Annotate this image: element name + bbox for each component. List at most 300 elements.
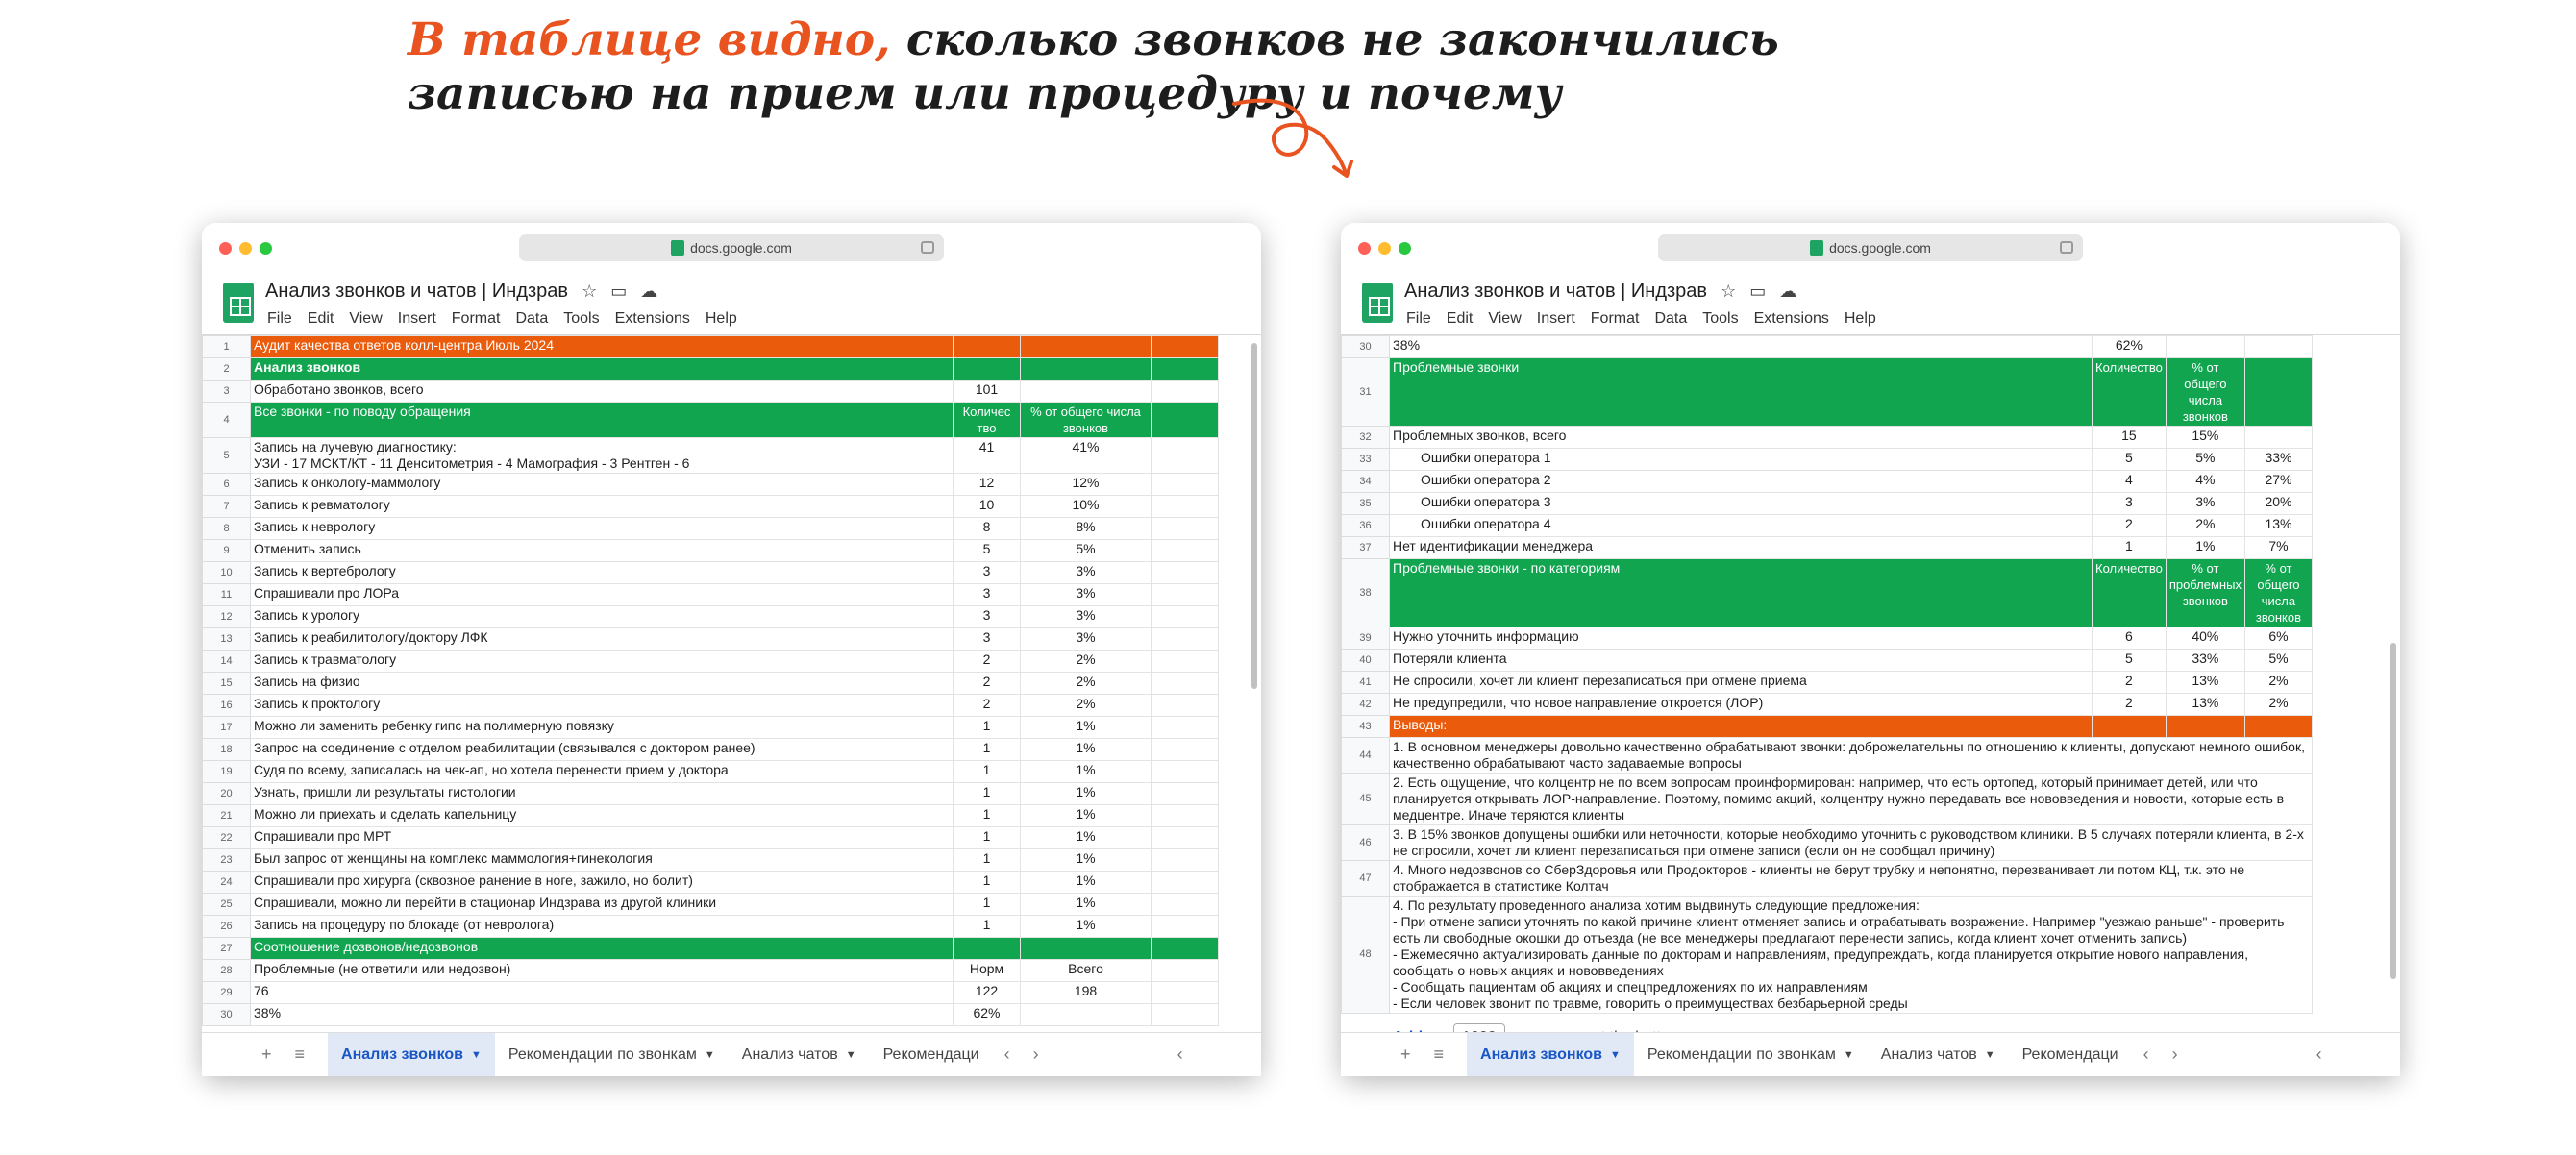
sheet-cell[interactable]: 6% (2244, 627, 2312, 650)
row-number[interactable]: 42 (1342, 694, 1390, 716)
row-number[interactable]: 26 (203, 916, 251, 938)
sheet-cell[interactable]: 1% (1021, 872, 1152, 894)
sheet-cell[interactable]: Отменить запись (251, 540, 954, 562)
sheet-cell[interactable]: Запись к травматологу (251, 651, 954, 673)
sheet-cell[interactable]: 5% (1021, 540, 1152, 562)
sheet-cell[interactable] (1021, 938, 1152, 960)
sheet-cell[interactable] (1152, 1004, 1219, 1026)
menu-data[interactable]: Data (1654, 310, 1688, 327)
tab-scroll-right-icon[interactable]: › (2171, 1044, 2178, 1064)
sheet-cell[interactable]: 3 (954, 606, 1021, 628)
sheet-cell[interactable]: Запись к неврологу (251, 518, 954, 540)
tab-analiz-chatov[interactable] (1868, 1033, 2009, 1076)
menu-view[interactable]: View (1488, 310, 1522, 327)
sheet-cell[interactable]: Проблемные (не ответили или недозвон) (251, 960, 954, 982)
menu-help[interactable]: Help (1844, 310, 1876, 327)
tab-scroll-left-icon[interactable]: ‹ (2143, 1044, 2149, 1064)
menu-format[interactable]: Format (451, 310, 501, 327)
sheet-cell[interactable]: Все звонки - по поводу обращения (251, 403, 954, 438)
row-number[interactable]: 11 (203, 584, 251, 606)
row-number[interactable]: 15 (203, 673, 251, 695)
tab-caret-icon[interactable]: ▼ (470, 1048, 482, 1061)
sheet-cell[interactable]: Запись к проктологу (251, 695, 954, 717)
move-folder-icon[interactable]: ▭ (610, 282, 628, 301)
sheet-cell[interactable] (1152, 673, 1219, 695)
zoom-icon[interactable] (260, 242, 272, 255)
sheet-cell[interactable]: 1% (1021, 717, 1152, 739)
sheet-cell[interactable]: Запись к онкологу-маммологу (251, 474, 954, 496)
window-controls[interactable] (1358, 242, 1411, 255)
menu-tools[interactable]: Tools (563, 310, 600, 327)
sheet-cell[interactable]: Узнать, пришли ли результаты гистологии (251, 783, 954, 805)
sheet-cell[interactable]: Можно ли приехать и сделать капельницу (251, 805, 954, 827)
sheet-cell[interactable] (1152, 540, 1219, 562)
sheet-cell[interactable]: 5 (954, 540, 1021, 562)
side-panel-toggle-icon[interactable]: ‹ (1177, 1044, 1183, 1064)
sheet-cell[interactable] (1152, 628, 1219, 651)
row-number[interactable]: 16 (203, 695, 251, 717)
row-number[interactable]: 41 (1342, 672, 1390, 694)
sheet-grid[interactable] (1341, 334, 2400, 1032)
sheet-cell[interactable] (954, 336, 1021, 358)
sheet-cell[interactable]: 38% (251, 1004, 954, 1026)
sheet-cell[interactable] (954, 938, 1021, 960)
row-number[interactable]: 29 (203, 982, 251, 1004)
row-number[interactable]: 2 (203, 358, 251, 381)
menu-file[interactable]: File (1406, 310, 1431, 327)
sheet-cell[interactable]: 1 (954, 739, 1021, 761)
row-number[interactable]: 43 (1342, 716, 1390, 738)
sheet-cell[interactable]: 5% (2166, 449, 2244, 471)
sheet-cell[interactable]: Проблемных звонков, всего (1390, 427, 2093, 449)
sheet-cell[interactable] (2166, 336, 2244, 358)
sheet-cell[interactable]: 13% (2166, 694, 2244, 716)
minimize-icon[interactable] (1378, 242, 1391, 255)
row-number[interactable]: 24 (203, 872, 251, 894)
add-sheet-icon[interactable]: + (261, 1044, 272, 1064)
tab-rekomendacii-po-zvonkam[interactable] (1634, 1033, 1868, 1076)
sheet-cell[interactable]: Количес тво (954, 403, 1021, 438)
cloud-status-icon[interactable]: ☁ (640, 282, 658, 301)
sheet-cell[interactable] (1152, 381, 1219, 403)
row-number[interactable]: 40 (1342, 650, 1390, 672)
sheet-cell[interactable]: 2% (2244, 694, 2312, 716)
sheet-cell[interactable]: Спрашивали, можно ли перейти в стационар Индзрава из другой клиники (251, 894, 954, 916)
sheet-cell[interactable]: 62% (954, 1004, 1021, 1026)
sheet-cell[interactable]: 1% (1021, 827, 1152, 849)
sheet-cell[interactable]: Ошибки оператора 2 (1390, 471, 2093, 493)
all-sheets-icon[interactable]: ≡ (294, 1044, 306, 1064)
sheet-grid[interactable] (202, 334, 1261, 1032)
row-number[interactable]: 34 (1342, 471, 1390, 493)
sheet-cell[interactable] (1152, 474, 1219, 496)
sheet-cell[interactable]: 3% (2166, 493, 2244, 515)
sheet-cell[interactable]: Выводы: (1390, 716, 2093, 738)
row-number[interactable]: 37 (1342, 537, 1390, 559)
cloud-status-icon[interactable]: ☁ (1779, 282, 1797, 301)
sheet-cell[interactable]: 12 (954, 474, 1021, 496)
url-bar[interactable] (519, 234, 944, 261)
sheet-cell[interactable] (1152, 783, 1219, 805)
sheet-cell[interactable]: 1 (954, 916, 1021, 938)
tab-scroll-left-icon[interactable]: ‹ (1003, 1044, 1010, 1064)
sheet-cell[interactable]: 1% (2166, 537, 2244, 559)
menu-format[interactable]: Format (1590, 310, 1640, 327)
sheet-cell[interactable] (1152, 438, 1219, 474)
sheet-cell[interactable]: 2 (954, 695, 1021, 717)
menu-edit[interactable]: Edit (307, 310, 334, 327)
row-number[interactable]: 17 (203, 717, 251, 739)
sheet-cell[interactable]: 33% (2244, 449, 2312, 471)
move-folder-icon[interactable]: ▭ (1749, 282, 1767, 301)
sheet-cell[interactable]: Не предупредили, что новое направление откроется (ЛОР) (1390, 694, 2093, 716)
sheet-cell[interactable]: 3 (954, 584, 1021, 606)
sheet-cell[interactable]: 3 (2093, 493, 2167, 515)
tab-rekomendacii[interactable] (870, 1033, 993, 1076)
sheet-cell[interactable]: Судя по всему, записалась на чек-ап, но хотела перенести прием у доктора (251, 761, 954, 783)
sheet-cell[interactable]: Анализ звонков (251, 358, 954, 381)
row-number[interactable]: 20 (203, 783, 251, 805)
sheet-cell[interactable]: 1 (954, 827, 1021, 849)
row-number[interactable]: 4 (203, 403, 251, 438)
sheet-cell[interactable]: 15 (2093, 427, 2167, 449)
sheet-cell[interactable]: 7% (2244, 537, 2312, 559)
sheet-cell[interactable] (2244, 427, 2312, 449)
sheet-cell[interactable]: 1 (954, 849, 1021, 872)
sheet-cell[interactable]: Запись на лучевую диагностику: УЗИ - 17 МСКТ/КТ - 11 Денситометрия - 4 Мамография - 3 Рентген - 6 (251, 438, 954, 474)
sheet-cell[interactable]: 2 (2093, 694, 2167, 716)
sheet-cell[interactable]: 2% (2166, 515, 2244, 537)
menu-extensions[interactable]: Extensions (614, 310, 690, 327)
sheet-cell[interactable]: 1% (1021, 894, 1152, 916)
close-icon[interactable] (219, 242, 232, 255)
sheet-cell[interactable]: 6 (2093, 627, 2167, 650)
sheet-cell[interactable]: 33% (2166, 650, 2244, 672)
row-number[interactable]: 7 (203, 496, 251, 518)
tab-caret-icon[interactable]: ▼ (1609, 1048, 1621, 1061)
row-number[interactable]: 31 (1342, 358, 1390, 427)
row-number[interactable]: 30 (203, 1004, 251, 1026)
row-number[interactable]: 38 (1342, 559, 1390, 627)
sheet-cell[interactable] (1152, 960, 1219, 982)
sheet-cell[interactable]: 1 (954, 872, 1021, 894)
sheet-cell[interactable]: 12% (1021, 474, 1152, 496)
row-number[interactable]: 45 (1342, 774, 1390, 825)
sheets-logo-icon[interactable] (1362, 283, 1393, 323)
row-number[interactable]: 10 (203, 562, 251, 584)
sheet-cell[interactable]: 3. В 15% звонков допущены ошибки или неточности, которые необходимо уточнить с руководством клиники. В 5 случаях потеряли клиента, в 2-х не спросили, хочет ли клиент перезаписаться при отмене записи (если он не сообщал причину) (1390, 825, 2313, 861)
row-number[interactable]: 19 (203, 761, 251, 783)
sheet-cell[interactable] (1152, 827, 1219, 849)
tab-analiz-chatov[interactable] (729, 1033, 870, 1076)
sheet-cell[interactable]: Не спросили, хочет ли клиент перезаписаться при отмене приема (1390, 672, 2093, 694)
row-number[interactable]: 23 (203, 849, 251, 872)
sheet-cell[interactable] (1021, 336, 1152, 358)
row-number[interactable]: 35 (1342, 493, 1390, 515)
sheet-cell[interactable]: 101 (954, 381, 1021, 403)
sheet-cell[interactable]: Потеряли клиента (1390, 650, 2093, 672)
sheet-cell[interactable]: Был запрос от женщины на комплекс маммология+гинекология (251, 849, 954, 872)
sheet-cell[interactable]: 76 (251, 982, 954, 1004)
tab-analiz-zvonkov[interactable] (1467, 1033, 1634, 1076)
sheet-cell[interactable]: 3 (954, 628, 1021, 651)
menu-insert[interactable]: Insert (397, 310, 436, 327)
sheet-cell[interactable]: 13% (2244, 515, 2312, 537)
sheet-cell[interactable]: 1 (954, 805, 1021, 827)
sheet-cell[interactable]: Ошибки оператора 1 (1390, 449, 2093, 471)
sheet-cell[interactable] (2244, 358, 2312, 427)
sheet-cell[interactable]: 2% (1021, 673, 1152, 695)
sheet-cell[interactable] (1021, 1004, 1152, 1026)
sheet-cell[interactable]: % от общего числа звонков (2166, 358, 2244, 427)
sheet-cell[interactable]: Обработано звонков, всего (251, 381, 954, 403)
sheet-cell[interactable]: 1 (2093, 537, 2167, 559)
sheet-cell[interactable]: 1% (1021, 739, 1152, 761)
sheet-cell[interactable]: 1% (1021, 761, 1152, 783)
row-number[interactable]: 21 (203, 805, 251, 827)
row-number[interactable]: 36 (1342, 515, 1390, 537)
row-number[interactable]: 3 (203, 381, 251, 403)
side-panel-toggle-icon[interactable]: ‹ (2316, 1044, 2322, 1064)
sheet-cell[interactable] (1152, 651, 1219, 673)
sheet-cell[interactable]: Запись к реабилитологу/доктору ЛФК (251, 628, 954, 651)
sheet-cell[interactable]: Спрашивали про ЛОРа (251, 584, 954, 606)
sheet-cell[interactable] (1152, 982, 1219, 1004)
sheet-cell[interactable]: 4. Много недозвонов со СберЗдоровья или Продокторов - клиенты не берут трубку и непонятно, перезванивает ли потом КЦ, т.к. это не отображается в статистике Колтач (1390, 861, 2313, 897)
sheet-cell[interactable]: Всего (1021, 960, 1152, 982)
sheet-cell[interactable]: Нужно уточнить информацию (1390, 627, 2093, 650)
sheet-cell[interactable]: 2 (954, 651, 1021, 673)
row-number[interactable]: 39 (1342, 627, 1390, 650)
row-number[interactable]: 12 (203, 606, 251, 628)
sheet-cell[interactable] (1152, 584, 1219, 606)
zoom-icon[interactable] (1399, 242, 1411, 255)
sheet-cell[interactable] (1152, 358, 1219, 381)
sheet-cell[interactable]: 2 (2093, 515, 2167, 537)
sheet-cell[interactable]: 122 (954, 982, 1021, 1004)
menu-insert[interactable]: Insert (1536, 310, 1575, 327)
row-number[interactable]: 22 (203, 827, 251, 849)
sheet-cell[interactable]: 62% (2093, 336, 2167, 358)
sheet-cell[interactable]: Ошибки оператора 4 (1390, 515, 2093, 537)
sheet-cell[interactable]: 5% (2244, 650, 2312, 672)
sheet-cell[interactable] (1152, 717, 1219, 739)
tab-caret-icon[interactable]: ▼ (1984, 1048, 1995, 1061)
sheet-cell[interactable]: 27% (2244, 471, 2312, 493)
sheet-cell[interactable] (2244, 716, 2312, 738)
menu-help[interactable]: Help (705, 310, 737, 327)
sheet-cell[interactable]: 3% (1021, 606, 1152, 628)
vertical-scrollbar[interactable] (1251, 343, 1257, 689)
star-icon[interactable]: ☆ (582, 282, 598, 301)
sheet-cell[interactable]: 2% (2244, 672, 2312, 694)
all-sheets-icon[interactable]: ≡ (1433, 1044, 1445, 1064)
sheet-cell[interactable]: Количество (2093, 559, 2167, 627)
reader-icon[interactable] (921, 241, 934, 254)
sheet-cell[interactable] (2093, 716, 2167, 738)
row-number[interactable]: 33 (1342, 449, 1390, 471)
tab-caret-icon[interactable]: ▼ (845, 1048, 856, 1061)
sheet-cell[interactable]: Норм (954, 960, 1021, 982)
window-controls[interactable] (219, 242, 272, 255)
sheet-cell[interactable] (1021, 381, 1152, 403)
row-number[interactable]: 27 (203, 938, 251, 960)
sheet-cell[interactable] (1152, 916, 1219, 938)
sheet-cell[interactable]: 5 (2093, 650, 2167, 672)
sheet-cell[interactable]: Проблемные звонки (1390, 358, 2093, 427)
row-number[interactable]: 5 (203, 438, 251, 474)
sheet-cell[interactable]: % от проблемных звонков (2166, 559, 2244, 627)
sheet-cell[interactable] (1152, 872, 1219, 894)
sheet-cell[interactable]: 1% (1021, 783, 1152, 805)
sheet-cell[interactable]: Соотношение дозвонов/недозвонов (251, 938, 954, 960)
sheet-cell[interactable]: 4. По результату проведенного анализа хотим выдвинуть следующие предложения: - При отмене записи уточнять по какой причине клиент отменяет запись и отрабатывать возражение. Например "уезжаю раньше" - проверить есть ли свободные окошки до отъезда (не все менеджеры предлагают перенести запись, когда клиент хочет отменить запись) - Ежемесячно актуализировать данные по докторам и направлениям, предупреждать, когда планируется открытие нового направления, сообщать о новых акциях и нововведениях - Сообщать пациентам об акциях и спецпредложениях по их направлениям - Если человек звонит по травме, говорить о преимуществах безбарьерной среды (1390, 897, 2313, 1014)
sheet-cell[interactable]: Можно ли заменить ребенку гипс на полимерную повязку (251, 717, 954, 739)
sheet-cell[interactable] (1152, 739, 1219, 761)
sheet-cell[interactable]: Ошибки оператора 3 (1390, 493, 2093, 515)
row-number[interactable]: 28 (203, 960, 251, 982)
sheet-cell[interactable]: 41% (1021, 438, 1152, 474)
sheet-cell[interactable] (1152, 562, 1219, 584)
sheet-cell[interactable]: Аудит качества ответов колл-центра Июль 2024 (251, 336, 954, 358)
sheet-cell[interactable]: 2% (1021, 695, 1152, 717)
sheet-cell[interactable] (1152, 938, 1219, 960)
sheet-cell[interactable]: 3% (1021, 584, 1152, 606)
sheet-cell[interactable]: 1% (1021, 805, 1152, 827)
menu-file[interactable]: File (267, 310, 292, 327)
tab-rekomendacii-po-zvonkam[interactable] (495, 1033, 729, 1076)
close-icon[interactable] (1358, 242, 1371, 255)
sheet-cell[interactable]: 13% (2166, 672, 2244, 694)
sheet-tab-bar (1341, 1032, 2400, 1076)
row-number[interactable]: 1 (203, 336, 251, 358)
sheet-cell[interactable]: Количество (2093, 358, 2167, 427)
sheet-cell[interactable] (1021, 358, 1152, 381)
sheet-cell[interactable]: 20% (2244, 493, 2312, 515)
sheet-cell[interactable] (2244, 336, 2312, 358)
sheet-cell[interactable]: 2 (2093, 672, 2167, 694)
sheet-cell[interactable]: 3% (1021, 562, 1152, 584)
sheet-cell[interactable]: Проблемные звонки - по категориям (1390, 559, 2093, 627)
row-number[interactable]: 6 (203, 474, 251, 496)
sheet-cell[interactable]: Нет идентификации менеджера (1390, 537, 2093, 559)
sheet-cell[interactable]: 10% (1021, 496, 1152, 518)
sheet-cell[interactable]: Запись к урологу (251, 606, 954, 628)
menu-edit[interactable]: Edit (1446, 310, 1474, 327)
row-number[interactable]: 8 (203, 518, 251, 540)
sheet-cell[interactable] (1152, 496, 1219, 518)
sheet-cell[interactable]: Запись на физио (251, 673, 954, 695)
sheet-cell[interactable]: 8% (1021, 518, 1152, 540)
sheets-logo-icon[interactable] (223, 283, 254, 323)
reader-icon[interactable] (2060, 241, 2073, 254)
sheet-cell[interactable]: 40% (2166, 627, 2244, 650)
tab-caret-icon[interactable]: ▼ (704, 1048, 715, 1061)
sheet-cell[interactable] (1152, 805, 1219, 827)
sheet-cell[interactable]: Запись к ревматологу (251, 496, 954, 518)
sheet-cell[interactable] (1152, 761, 1219, 783)
menu-view[interactable]: View (349, 310, 383, 327)
tab-scroll-right-icon[interactable]: › (1032, 1044, 1039, 1064)
sheet-cell[interactable]: 3% (1021, 628, 1152, 651)
tab-analiz-zvonkov[interactable] (328, 1033, 495, 1076)
doc-title[interactable]: Анализ звонков и чатов | Индзрав (1404, 281, 1708, 302)
sheet-cell[interactable] (1152, 518, 1219, 540)
sheet-cell[interactable]: Спрашивали про хирурга (сквозное ранение в ноге, зажило, но болит) (251, 872, 954, 894)
sheet-cell[interactable]: 2. Есть ощущение, что колцентр не по всем вопросам проинформирован: например, что есть ортопед, который принимает детей, или что планируется открывать ЛОР-направление. Поэтому, помимо акций, колцентру нужно передавать все нововведения и новости, которые есть в медцентре. Иначе теряются клиенты (1390, 774, 2313, 825)
tab-rekomendacii[interactable] (2009, 1033, 2132, 1076)
sheet-cell[interactable]: % от общего числа звонков (2244, 559, 2312, 627)
minimize-icon[interactable] (239, 242, 252, 255)
sheet-cell[interactable]: Спрашивали про МРТ (251, 827, 954, 849)
sheet-cell[interactable]: 15% (2166, 427, 2244, 449)
sheet-cell[interactable]: 1 (954, 783, 1021, 805)
sheet-cell[interactable]: 8 (954, 518, 1021, 540)
sheet-cell[interactable]: 2 (954, 673, 1021, 695)
sheet-cell[interactable]: 1 (954, 894, 1021, 916)
sheet-cell[interactable] (1152, 695, 1219, 717)
sheet-cell[interactable]: 1. В основном менеджеры довольно качественно обрабатывают звонки: доброжелательны по отношению к клиенты, допускают немного ошибок, качественно обрабатывают часто задаваемые вопросы (1390, 738, 2313, 774)
sheet-cell[interactable]: 2% (1021, 651, 1152, 673)
sheet-cell[interactable]: 198 (1021, 982, 1152, 1004)
sheet-cell[interactable]: % от общего числа звонков (1021, 403, 1152, 438)
sheet-cell[interactable]: 4 (2093, 471, 2167, 493)
sheet-cell[interactable] (1152, 403, 1219, 438)
sheet-cell[interactable] (1152, 894, 1219, 916)
sheet-cell[interactable]: 1 (954, 761, 1021, 783)
add-sheet-icon[interactable]: + (1400, 1044, 1411, 1064)
sheet-cell[interactable] (1152, 849, 1219, 872)
sheet-cell[interactable]: 4% (2166, 471, 2244, 493)
row-number[interactable]: 25 (203, 894, 251, 916)
row-number[interactable]: 9 (203, 540, 251, 562)
sheet-cell[interactable]: 41 (954, 438, 1021, 474)
star-icon[interactable]: ☆ (1721, 282, 1737, 301)
row-number[interactable]: 47 (1342, 861, 1390, 897)
sheet-cell[interactable]: Запись к вертебрологу (251, 562, 954, 584)
doc-title[interactable]: Анализ звонков и чатов | Индзрав (265, 281, 569, 302)
sheet-cell[interactable]: Запрос на соединение с отделом реабилитации (связывался с доктором ранее) (251, 739, 954, 761)
sheet-cell[interactable]: 1% (1021, 849, 1152, 872)
sheet-cell[interactable] (1152, 336, 1219, 358)
sheet-cell[interactable]: 1 (954, 717, 1021, 739)
sheet-cell[interactable] (954, 358, 1021, 381)
sheet-cell[interactable]: Запись на процедуру по блокаде (от невролога) (251, 916, 954, 938)
tab-caret-icon[interactable]: ▼ (1843, 1048, 1854, 1061)
sheet-cell[interactable]: 5 (2093, 449, 2167, 471)
row-number[interactable]: 44 (1342, 738, 1390, 774)
menu-extensions[interactable]: Extensions (1753, 310, 1829, 327)
row-number[interactable]: 18 (203, 739, 251, 761)
menu-tools[interactable]: Tools (1702, 310, 1739, 327)
url-bar[interactable] (1658, 234, 2083, 261)
row-number[interactable]: 14 (203, 651, 251, 673)
menu-data[interactable]: Data (515, 310, 549, 327)
row-number[interactable]: 30 (1342, 336, 1390, 358)
row-number[interactable]: 46 (1342, 825, 1390, 861)
sheet-cell[interactable]: 1% (1021, 916, 1152, 938)
sheet-cell[interactable] (2166, 716, 2244, 738)
curly-arrow-icon (1230, 92, 1365, 181)
sheet-cell[interactable]: 3 (954, 562, 1021, 584)
sheet-cell[interactable] (1152, 606, 1219, 628)
row-number[interactable]: 13 (203, 628, 251, 651)
vertical-scrollbar[interactable] (2390, 643, 2396, 979)
row-number[interactable]: 32 (1342, 427, 1390, 449)
sheet-cell[interactable]: 38% (1390, 336, 2093, 358)
row-number[interactable]: 48 (1342, 897, 1390, 1014)
sheet-cell[interactable]: 10 (954, 496, 1021, 518)
